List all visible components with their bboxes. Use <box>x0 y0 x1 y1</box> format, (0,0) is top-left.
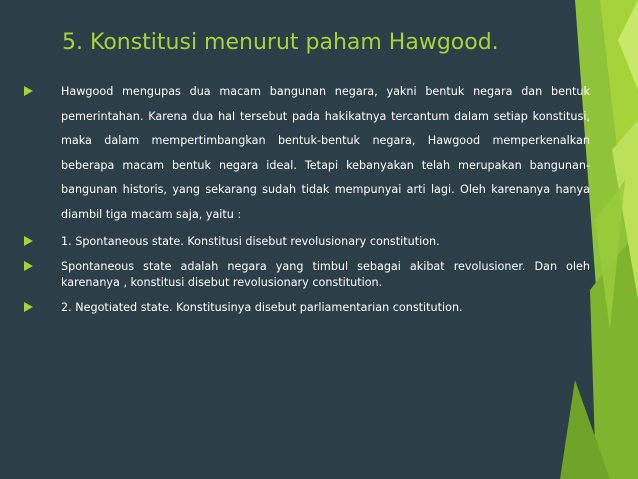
slide-title: 5. Konstitusi menurut paham Hawgood. <box>62 30 499 55</box>
bullet-text: 1. Spontaneous state. Konstitusi disebut revolusionary constitution. <box>61 234 440 248</box>
bullet-list <box>16 84 590 316</box>
arrow-bullet-icon <box>16 84 61 98</box>
bullet-item <box>16 234 590 250</box>
arrow-bullet-icon <box>16 300 61 314</box>
bullet-item <box>16 259 590 290</box>
bullet-text: Hawgood mengupas dua macam bangunan negara, yakni bentuk negara dan bentuk pemerintahan. Karena dua hal tersebut pada hakikatnya tercantum dalam setiap konstitusi, maka dalam mempertimbangkan bentuk-bentuk negara, Hawgood memperkenalkan beberapa macam bentuk negara ideal. Tetapi kebanyakan telah merupakan bangunan-bangunan historis, yang sekarang sudah tidak mempunyai arti lagi. Oleh karenanya hanya diambil tiga macam saja, yaitu : <box>61 85 590 221</box>
bullet-text: 2. Negotiated state. Konstitusinya disebut parliamentarian constitution. <box>61 301 463 315</box>
arrow-bullet-icon <box>16 259 61 273</box>
bullet-item <box>16 84 590 228</box>
arrow-bullet-icon <box>16 234 61 248</box>
bullet-item <box>16 300 590 316</box>
bullet-text: Spontaneous state adalah negara yang timbul sebagai akibat revolusioner. Dan oleh karenanya , konstitusi disebut revolusionary constitution. <box>61 260 590 289</box>
